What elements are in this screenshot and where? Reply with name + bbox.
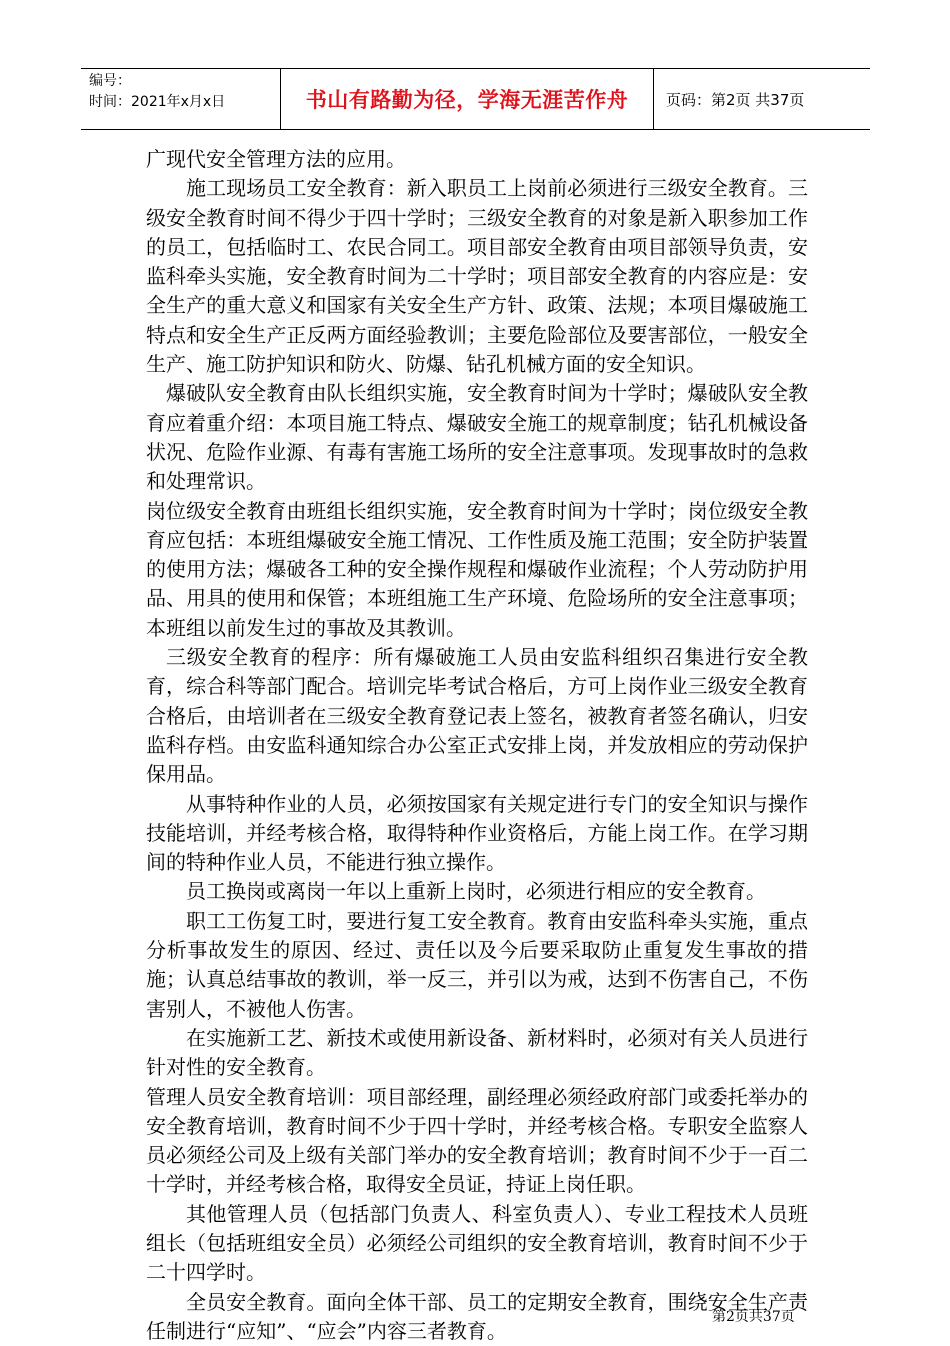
paragraph: 在实施新工艺、新技术或使用新设备、新材料时，必须对有关人员进行针对性的安全教育。 (146, 1025, 808, 1080)
paragraph: 三级安全教育的程序：所有爆破施工人员由安监科组织召集进行安全教育，综合科等部门配合。培训完毕考试合格后，方可上岗作业三级安全教育合格后，由培训者在三级安全教育登记表上签名，被教育者签名确认，归安监科存档。由安监科通知综合办公室正式安排上岗，并发放相应的劳动保护保用品。 (146, 645, 808, 787)
page-footer: 第2页共37页 (712, 1309, 795, 1325)
paragraph: 其他管理人员（包括部门负责人、科室负责人）、专业工程技术人员班组长（包括班组安全员）必须经公司组织的安全教育培训，教育时间不少于二十四学时。 (146, 1201, 808, 1285)
header-page-info: 页码：第2页 共37页 (666, 90, 805, 109)
header-motto: 书山有路勤为径，学海无涯苦作舟 (281, 69, 654, 129)
paragraph: 爆破队安全教育由队长组织实施，安全教育时间为十学时；爆破队安全教育应着重介绍：本项目施工特点、爆破安全施工的规章制度；钻孔机械设备状况、危险作业源、有毒有害施工场所的安全注意事项。发现事故时的急救和处理常识。 (146, 381, 808, 494)
header-meta (81, 69, 281, 129)
body-text (146, 145, 808, 1346)
paragraph: 施工现场员工安全教育：新入职员工上岗前必须进行三级安全教育。三级安全教育时间不得少于四十学时；三级安全教育的对象是新入职参加工作的员工，包括临时工、农民合同工。项目部安全教育由项目部领导负责，安监科牵头实施，安全教育时间为二十学时；项目部安全教育的内容应是：安全生产的重大意义和国家有关安全生产方针、政策、法规；本项目爆破施工特点和安全生产正反两方面经验教训；主要危险部位及要害部位，一般安全生产、施工防护知识和防火、防爆、钻孔机械方面的安全知识。 (146, 176, 808, 377)
paragraph: 职工工伤复工时，要进行复工安全教育。教育由安监科牵头实施，重点分析事故发生的原因、经过、责任以及今后要采取防止重复发生事故的措施；认真总结事故的教训，举一反三，并引以为戒，达到不伤害自己，不伤害别人，不被他人伤害。 (146, 908, 808, 1021)
paragraph: 岗位级安全教育由班组长组织实施，安全教育时间为十学时；岗位级安全教育应包括：本班组爆破安全施工情况、工作性质及施工范围；安全防护装置的使用方法；爆破各工种的安全操作规程和爆破作业流程；个人劳动防护用品、用具的使用和保管；本班组施工生产环境、危险场所的安全注意事项；本班组以前发生过的事故及其教训。 (146, 498, 808, 640)
paragraph: 从事特种作业的人员，必须按国家有关规定进行专门的安全知识与操作技能培训，并经考核合格，取得特种作业资格后，方能上岗工作。在学习期间的特种作业人员，不能进行独立操作。 (146, 791, 808, 875)
paragraph: 广现代安全管理方法的应用。 (146, 147, 406, 171)
paragraph: 员工换岗或离岗一年以上重新上岗时，必须进行相应的安全教育。 (186, 879, 766, 904)
header-number: 编号： (89, 73, 131, 89)
paragraph: 管理人员安全教育培训：项目部经理，副经理必须经政府部门或委托举办的安全教育培训，教育时间不少于四十学时，并经考核合格。专职安全监察人员必须经公司及上级有关部门举办的安全教育培训；教育时间不少于一百二十学时，并经考核合格，取得安全员证，持证上岗任职。 (146, 1084, 808, 1197)
page-header (81, 68, 870, 130)
header-time: 时间：2021年x月x日 (89, 94, 226, 110)
paragraph: 全员安全教育。面向全体干部、员工的定期安全教育，围绕安全生产责任制进行“应知”、“应会”内容三者教育。 (146, 1289, 808, 1343)
